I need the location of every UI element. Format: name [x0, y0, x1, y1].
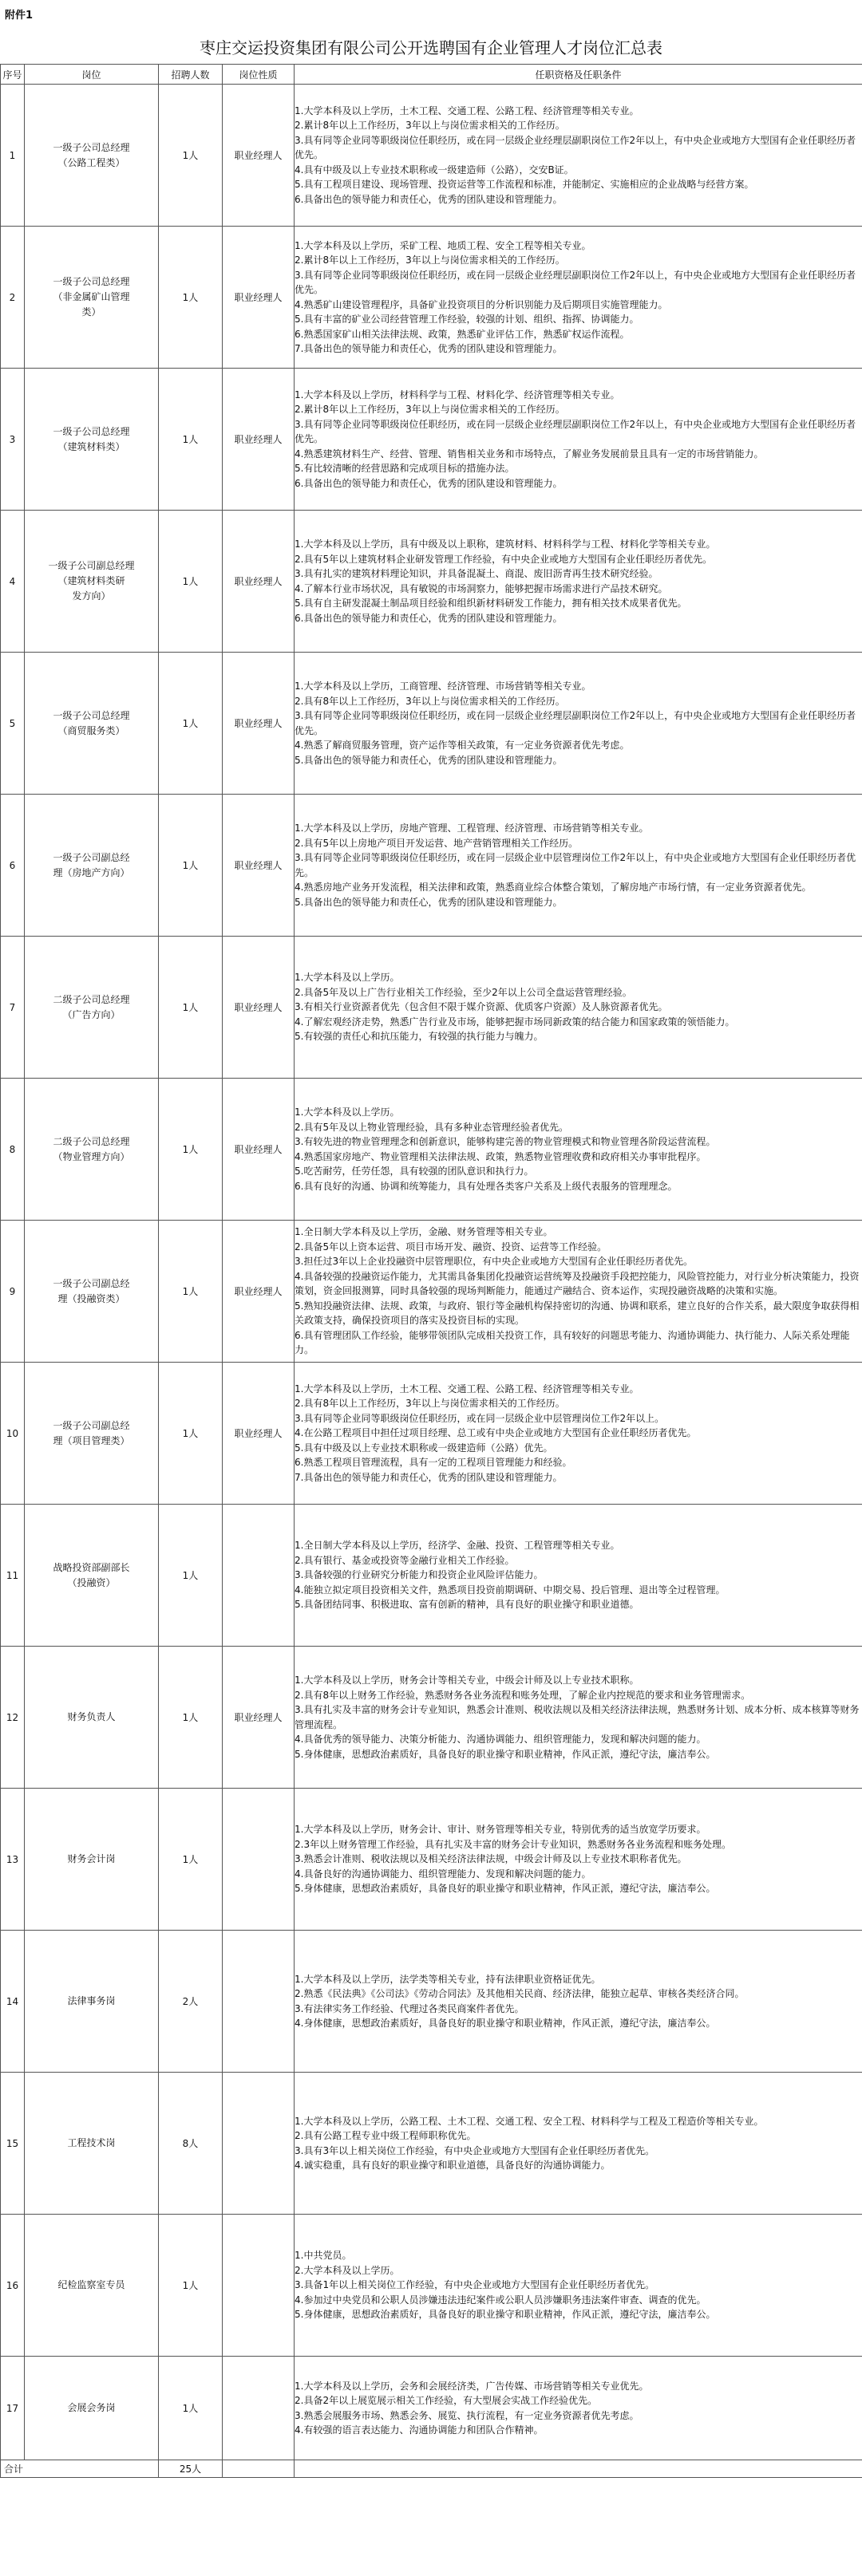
- table-row: [1, 653, 862, 795]
- requirement-item: 5.具有工程项目建设、现场管理、投资运营等工作流程和标准，并能制定、实施相应的企业战略与经营方案。: [295, 179, 754, 191]
- requirement-item: 1.全日制大学本科及以上学历，经济学、金融、投资、工程管理等相关专业。: [295, 1540, 620, 1552]
- position-name: [25, 85, 159, 227]
- hire-count: 1人: [159, 653, 223, 795]
- requirements-cell: [295, 1079, 862, 1221]
- requirements-cell: [295, 1505, 862, 1647]
- requirement-item: 1.大学本科及以上学历，财务会计、审计、财务管理等相关专业，特别优秀的适当放宽学历要求。: [295, 1824, 706, 1836]
- requirement-item: 3.熟悉会计准则、税收法规以及相关经济法律法规，中级会计师及以上专业技术职称者优先。: [295, 1853, 687, 1865]
- total-row: [1, 2460, 862, 2478]
- requirement-item: 1.大学本科及以上学历，法学类等相关专业，持有法律职业资格证优先。: [295, 1973, 601, 1985]
- requirement-item: 1.大学本科及以上学历，材料科学与工程、材料化学、经济管理等相关专业。: [295, 389, 620, 400]
- table-row: [1, 1647, 862, 1789]
- table-row: [1, 1079, 862, 1221]
- table-header-row: [1, 65, 862, 85]
- hire-count: 1人: [159, 2357, 223, 2460]
- requirement-item: 3.具有扎实及丰富的财务会计专业知识，熟悉会计准则、税收法规以及相关经济法律法规，熟悉财务计划、成本分析、成本核算等财务管理流程。: [295, 1704, 860, 1730]
- position-name-line: 一级子公司总经理: [53, 276, 130, 287]
- hire-count: 1人: [159, 1505, 223, 1647]
- position-name-line: 理（投融资类）: [57, 1292, 125, 1304]
- requirement-item: 3.有相关行业资源者优先（包含但不限于媒介资源、优质客户资源）及人脉资源者优先。: [295, 1001, 668, 1013]
- position-name: [25, 2357, 159, 2460]
- position-name-line: （公路工程类）: [57, 156, 125, 168]
- position-nature: [223, 2215, 295, 2357]
- position-name-line: 财务会计岗: [67, 1853, 116, 1864]
- requirement-item: 5.熟知投融资法律、法规、政策，与政府、银行等金融机构保持密切的沟通、协调和联系，建立良好的合作关系，最大限度争取获得相关政策支持，确保投资项目的落实及投资目标的实现。: [295, 1300, 860, 1327]
- requirements-cell: [295, 937, 862, 1079]
- requirement-item: 3.具备1年以上相关岗位工作经验，有中央企业或地方大型国有企业任职经历者优先。: [295, 2279, 655, 2291]
- requirement-item: 4.具备良好的沟通协调能力、组织管理能力、发现和解决问题的能力。: [295, 1868, 591, 1880]
- requirement-item: 4.身体健康，思想政治素质好，具备良好的职业操守和职业精神，作风正派，遵纪守法，廉洁奉公。: [295, 2018, 716, 2029]
- requirement-item: 3.具有同等企业同等职级岗位任职经历，或在同一层级企业中层管理岗位工作2年以上，有中央企业或地方大型国有企业任职经历者优先。: [295, 852, 856, 878]
- requirement-item: 5.身体健康，思想政治素质好，具备良好的职业操守和职业精神，作风正派，遵纪守法，廉洁奉公。: [295, 2309, 716, 2321]
- position-name-line: 一级子公司副总经: [53, 851, 130, 863]
- hire-count: 2人: [159, 1931, 223, 2073]
- requirement-item: 6.具备出色的领导能力和责任心，优秀的团队建设和管理能力。: [295, 193, 563, 205]
- requirements-cell: [295, 1789, 862, 1931]
- row-number: 15: [1, 2073, 25, 2215]
- requirements-cell: [295, 653, 862, 795]
- position-nature: [223, 1505, 295, 1647]
- header-requirements: 任职资格及任职条件: [295, 65, 862, 85]
- requirement-item: 1.大学本科及以上学历，房地产管理、工程管理、经济管理、市场营销等相关专业。: [295, 823, 649, 834]
- requirement-item: 2.具备2年以上展览展示相关工作经验，有大型展会实战工作经验优先。: [295, 2395, 598, 2406]
- position-name-line: 一级子公司总经理: [53, 709, 130, 721]
- row-number: 5: [1, 653, 25, 795]
- requirement-item: 3.熟悉会展服务市场、熟悉会务、展览、执行流程，有一定业务资源者优先考虑。: [295, 2409, 639, 2421]
- position-name-line: 一级子公司总经理: [53, 141, 130, 153]
- requirements-cell: [295, 227, 862, 369]
- header-nature: 岗位性质: [223, 65, 295, 85]
- requirement-item: 4.有较强的语言表达能力、沟通协调能力和团队合作精神。: [295, 2424, 544, 2436]
- requirement-item: 4.参加过中央党员和公职人员涉嫌违法违纪案件或公职人员涉嫌职务违法案件审查、调查的优先。: [295, 2294, 706, 2306]
- requirements-cell: [295, 1647, 862, 1789]
- requirement-item: 2.熟悉《民法典》《公司法》《劳动合同法》及其他相关民商、经济法律，能独立起草、审核各类经济合同。: [295, 1988, 745, 1999]
- position-nature: 职业经理人: [223, 369, 295, 511]
- requirement-item: 4.具备优秀的领导能力、决策分析能力、沟通协调能力、组织管理能力，发现和解决问题的能力。: [295, 1734, 706, 1745]
- position-name-line: 二级子公司总经理: [53, 1135, 130, 1147]
- position-name: [25, 937, 159, 1079]
- header-position: 岗位: [25, 65, 159, 85]
- position-name: [25, 1647, 159, 1789]
- position-nature: [223, 1789, 295, 1931]
- requirement-item: 1.中共党员。: [295, 2250, 352, 2262]
- position-name: [25, 1221, 159, 1363]
- row-number: 8: [1, 1079, 25, 1221]
- row-number: 16: [1, 2215, 25, 2357]
- requirement-item: 5.具备出色的领导能力和责任心，优秀的团队建设和管理能力。: [295, 754, 563, 766]
- requirement-item: 1.大学本科及以上学历，会务和会展经济类，广告传媒、市场营销等相关专业优先。: [295, 2380, 649, 2392]
- position-name-line: 理（房地产方向）: [53, 866, 130, 878]
- row-number: 12: [1, 1647, 25, 1789]
- requirements-cell: [295, 511, 862, 653]
- position-name-line: （投融资）: [67, 1576, 116, 1588]
- requirements-cell: [295, 1221, 862, 1363]
- requirement-item: 4.熟悉国家房地产、物业管理相关法律法规、政策，熟悉物业管理收费和政府相关办事审批程序。: [295, 1150, 706, 1162]
- position-name: [25, 511, 159, 653]
- requirements-cell: [295, 85, 862, 227]
- table-row: [1, 1789, 862, 1931]
- position-nature: 职业经理人: [223, 85, 295, 227]
- table-row: [1, 2215, 862, 2357]
- table-row: [1, 2357, 862, 2460]
- requirement-item: 2.累计8年以上工作经历，3年以上与岗位需求相关的工作经历。: [295, 404, 565, 416]
- hire-count: 1人: [159, 795, 223, 937]
- requirement-item: 3.具有同等企业同等职级岗位任职经历，或在同一层级企业经理层副职岗位工作2年以上，有中央企业或地方大型国有企业任职经历者优先。: [295, 710, 856, 736]
- requirement-item: 3.具有同等企业同等职级岗位任职经历，或在同一层级企业经理层副职岗位工作2年以上，有中央企业或地方大型国有企业任职经历者优先。: [295, 418, 856, 445]
- position-name: [25, 1931, 159, 2073]
- requirement-item: 1.大学本科及以上学历，工商管理、经济管理、市场营销等相关专业。: [295, 680, 591, 692]
- requirement-item: 4.在公路工程项目中担任过项目经理、总工或有中央企业或地方大型国有企业任职经历者优先。: [295, 1427, 697, 1439]
- requirement-item: 4.诚实稳重，具有良好的职业操守和职业道德，具备良好的沟通协调能力。: [295, 2160, 611, 2171]
- requirement-item: 2.具备5年以上资本运营、项目市场开发、融资、投资、运营等工作经验。: [295, 1241, 607, 1252]
- requirement-item: 3.具有同等企业同等职级岗位任职经历，或在同一层级企业中层管理岗位工作2年以上。: [295, 1412, 665, 1424]
- row-number: 2: [1, 227, 25, 369]
- position-name-line: 发方向）: [72, 590, 111, 602]
- requirement-item: 4.熟悉建筑材料生产、经营、管理、销售相关业务和市场特点，了解业务发展前景且具有一定的市场营销能力。: [295, 448, 764, 460]
- requirement-item: 7.具备出色的领导能力和责任心，优秀的团队建设和管理能力。: [295, 343, 563, 354]
- position-name-line: （广告方向）: [62, 1008, 121, 1020]
- requirement-item: 3.具有同等企业同等职级岗位任职经历，或在同一层级企业经理层副职岗位工作2年以上，有中央企业或地方大型国有企业任职经历者优先。: [295, 134, 856, 161]
- requirement-item: 3.有较先进的物业管理理念和创新意识，能够构建完善的物业管理模式和物业管理各阶段运营流程。: [295, 1136, 716, 1147]
- requirements-cell: [295, 2073, 862, 2215]
- row-number: 14: [1, 1931, 25, 2073]
- requirement-item: 5.具有丰富的矿业公司经营管理工作经验，较强的计划、组织、指挥、协调能力。: [295, 314, 639, 325]
- position-nature: 职业经理人: [223, 937, 295, 1079]
- requirement-item: 1.大学本科及以上学历，土木工程、交通工程、公路工程、经济管理等相关专业。: [295, 105, 639, 116]
- requirement-item: 4.了解本行业市场状况，具有敏锐的市场洞察力，能够把握市场需求进行产品技术研究。: [295, 582, 668, 594]
- position-name-line: （商贸服务类）: [57, 724, 125, 736]
- position-nature: [223, 2073, 295, 2215]
- requirement-item: 2.3年以上财务管理工作经验，具有扎实及丰富的财务会计专业知识，熟悉财务各业务流程和账务处理。: [295, 1838, 732, 1850]
- requirements-cell: [295, 1931, 862, 2073]
- row-number: 1: [1, 85, 25, 227]
- table-row: [1, 1931, 862, 2073]
- position-name-line: 纪检监察室专员: [57, 2279, 125, 2290]
- row-number: 10: [1, 1363, 25, 1505]
- position-name: [25, 2215, 159, 2357]
- position-name-line: 一级子公司副总经: [53, 1419, 130, 1431]
- requirement-item: 2.具备5年及以上广告行业相关工作经验，至少2年以上公司全盘运营管理经验。: [295, 986, 632, 998]
- position-nature: [223, 2357, 295, 2460]
- requirement-item: 1.大学本科及以上学历，土木工程、交通工程、公路工程、经济管理等相关专业。: [295, 1383, 639, 1395]
- requirement-item: 1.全日制大学本科及以上学历，金融、财务管理等相关专业。: [295, 1226, 553, 1238]
- position-name-line: 一级子公司副总经理: [48, 560, 135, 571]
- hire-count: 1人: [159, 1363, 223, 1505]
- requirements-cell: [295, 1363, 862, 1505]
- hire-count: 1人: [159, 2215, 223, 2357]
- table-row: [1, 1221, 862, 1363]
- requirement-item: 5.吃苦耐劳，任劳任怨，具有较强的团队意识和执行力。: [295, 1166, 534, 1177]
- position-name-line: 工程技术岗: [67, 2137, 116, 2148]
- position-name: [25, 795, 159, 937]
- row-number: 13: [1, 1789, 25, 1931]
- requirement-item: 2.具有5年以上建筑材料企业研发管理工作经验，有中央企业或地方大型国有企业任职经历者优先。: [295, 553, 713, 565]
- row-number: 3: [1, 369, 25, 511]
- position-name: [25, 1079, 159, 1221]
- requirement-item: 4.熟悉矿山建设管理程序，具备矿业投资项目的分析识别能力及后期项目实施管理能力。: [295, 298, 668, 310]
- hire-count: 1人: [159, 511, 223, 653]
- position-nature: 职业经理人: [223, 653, 295, 795]
- requirement-item: 6.具有管理团队工作经验，能够带领团队完成相关投资工作，具有较好的问题思考能力、沟通协调能力、执行能力、人际关系处理能力。: [295, 1329, 850, 1356]
- row-number: 4: [1, 511, 25, 653]
- total-empty-nature: [223, 2460, 295, 2478]
- requirement-item: 2.具有8年以上财务工作经验，熟悉财务各业务流程和账务处理，了解企业内控规范的要求和业务管理需求。: [295, 1689, 751, 1701]
- position-nature: 职业经理人: [223, 1647, 295, 1789]
- table-row: [1, 369, 862, 511]
- requirement-item: 1.大学本科及以上学历。: [295, 972, 400, 984]
- hire-count: 1人: [159, 85, 223, 227]
- position-name: [25, 2073, 159, 2215]
- table-row: [1, 2073, 862, 2215]
- row-number: 7: [1, 937, 25, 1079]
- table-row: [1, 1363, 862, 1505]
- table-row: [1, 85, 862, 227]
- hire-count: 1人: [159, 1789, 223, 1931]
- requirement-item: 4.能独立拟定项目投资相关文件，熟悉项目投资前期调研、中期交易、投后管理、退出等全过程管理。: [295, 1584, 726, 1596]
- requirement-item: 6.熟悉国家矿山相关法律法规、政策，熟悉矿业评估工作，熟悉矿权运作流程。: [295, 328, 630, 340]
- table-body: [1, 85, 862, 2478]
- requirement-item: 5.有比较清晰的经营思路和完成项目标的措施办法。: [295, 463, 515, 475]
- requirement-item: 6.具备出色的领导能力和责任心，优秀的团队建设和管理能力。: [295, 477, 563, 489]
- total-label: 合计: [1, 2460, 159, 2478]
- row-number: 17: [1, 2357, 25, 2460]
- requirement-item: 3.有法律实务工作经验、代理过各类民商案件者优先。: [295, 2002, 524, 2014]
- requirement-item: 5.有较强的责任心和抗压能力，有较强的执行能力与魄力。: [295, 1031, 544, 1043]
- requirement-item: 2.具有5年及以上物业管理经验，具有多种业态管理经验者优先。: [295, 1121, 569, 1133]
- hire-count: 1人: [159, 1079, 223, 1221]
- requirement-item: 3.具有3年以上相关岗位工作经验，有中央企业或地方大型国有企业任职经历者优先。: [295, 2144, 655, 2156]
- total-count: 25人: [159, 2460, 223, 2478]
- hire-count: 1人: [159, 937, 223, 1079]
- position-name: [25, 227, 159, 369]
- requirement-item: 4.具备较强的投融资运作能力，尤其需具备集团化投融资运营统筹及投融资手段把控能力，风险管控能力，对行业分析决策能力，投资策划，资金回报测算，同时具备较强的现场判断能力，能通过产融结合、资本运作，实现投融资战略的决策和实施。: [295, 1270, 860, 1297]
- table-row: [1, 795, 862, 937]
- total-empty-requirements: [295, 2460, 862, 2478]
- position-name-line: （建筑材料类研: [57, 575, 125, 586]
- hire-count: 8人: [159, 2073, 223, 2215]
- position-name-line: 战略投资部副部长: [53, 1561, 130, 1573]
- position-name-line: 财务负责人: [67, 1711, 116, 1722]
- table-row: [1, 227, 862, 369]
- position-nature: 职业经理人: [223, 795, 295, 937]
- position-nature: 职业经理人: [223, 1221, 295, 1363]
- position-name: [25, 1363, 159, 1505]
- requirement-item: 3.担任过3年以上企业投融资中层管理职位，有中央企业或地方大型国有企业任职经历者优先。: [295, 1256, 694, 1268]
- requirement-item: 3.具备较强的行业研究分析能力和投资企业风险评估能力。: [295, 1569, 544, 1581]
- requirement-item: 4.具有中级及以上专业技术职称或一级建造师（公路），交安B证。: [295, 164, 574, 176]
- requirement-item: 2.具有5年以上房地产项目开发运营、地产营销管理相关工作经历。: [295, 837, 579, 849]
- requirement-item: 5.身体健康，思想政治素质好，具备良好的职业操守和职业精神，作风正派，遵纪守法，廉洁奉公。: [295, 1748, 716, 1760]
- requirement-item: 2.具有银行、基金或投资等金融行业相关工作经验。: [295, 1554, 515, 1566]
- requirement-item: 1.大学本科及以上学历。: [295, 1107, 400, 1118]
- table-row: [1, 1505, 862, 1647]
- document-title: 枣庄交运投资集团有限公司公开选聘国有企业管理人才岗位汇总表: [200, 38, 662, 57]
- position-name-line: 会展会务岗: [67, 2402, 116, 2413]
- requirement-item: 6.熟悉工程项目管理流程，具有一定的工程项目管理能力和经验。: [295, 1457, 572, 1469]
- requirement-item: 2.具有公路工程专业中级工程师职称优先。: [295, 2130, 476, 2141]
- row-number: 9: [1, 1221, 25, 1363]
- row-number: 11: [1, 1505, 25, 1647]
- annex-label: 附件1: [5, 10, 34, 22]
- requirement-item: 1.大学本科及以上学历，财务会计等相关专业，中级会计师及以上专业技术职称。: [295, 1675, 639, 1686]
- requirement-item: 3.具有同等企业同等职级岗位任职经历，或在同一层级企业经理层副职岗位工作2年以上，有中央企业或地方大型国有企业任职经历者优先。: [295, 269, 856, 295]
- requirement-item: 4.了解宏观经济走势，熟悉广告行业及市场，能够把握市场同新政策的结合能力和国家政策的领悟能力。: [295, 1016, 735, 1028]
- requirements-cell: [295, 369, 862, 511]
- hire-count: 1人: [159, 1647, 223, 1789]
- requirement-item: 7.具备出色的领导能力和责任心，优秀的团队建设和管理能力。: [295, 1471, 563, 1483]
- position-name-line: （非金属矿山管理: [53, 291, 130, 302]
- table-row: [1, 937, 862, 1079]
- position-name: [25, 1505, 159, 1647]
- requirement-item: 5.具有自主研发混凝土制品项目经验和组织新材料研发工作能力，拥有相关技术成果者优先。: [295, 598, 687, 609]
- requirement-item: 5.具有中级及以上专业技术职称或一级建造师（公路）优先。: [295, 1442, 553, 1454]
- position-name-line: 法律事务岗: [67, 1995, 116, 2006]
- position-nature: 职业经理人: [223, 511, 295, 653]
- position-name-line: 二级子公司总经理: [53, 993, 130, 1005]
- requirement-item: 5.身体健康，思想政治素质好，具备良好的职业操守和职业精神，作风正派，遵纪守法，廉洁奉公。: [295, 1883, 716, 1895]
- requirement-item: 3.具有扎实的建筑材料理论知识，并具备混凝土、商混、废旧沥青再生技术研究经验。: [295, 568, 658, 579]
- position-nature: 职业经理人: [223, 1363, 295, 1505]
- requirements-cell: [295, 795, 862, 937]
- position-name: [25, 369, 159, 511]
- requirement-item: 1.大学本科及以上学历，采矿工程、地质工程、安全工程等相关专业。: [295, 239, 591, 251]
- requirements-cell: [295, 2357, 862, 2460]
- position-name-line: 类）: [81, 306, 101, 318]
- header-no: 序号: [1, 65, 25, 85]
- requirement-item: 1.大学本科及以上学历，公路工程、土木工程、交通工程、安全工程、材料科学与工程及工程造价等相关专业。: [295, 2115, 764, 2127]
- requirement-item: 1.大学本科及以上学历，具有中级及以上职称，建筑材料、材料科学与工程、材料化学等相关专业。: [295, 538, 716, 550]
- row-number: 6: [1, 795, 25, 937]
- requirement-item: 5.具备出色的领导能力和责任心，优秀的团队建设和管理能力。: [295, 896, 563, 908]
- position-name-line: （建筑材料类）: [57, 440, 125, 452]
- requirement-item: 6.具备出色的领导能力和责任心，优秀的团队建设和管理能力。: [295, 612, 563, 624]
- hire-count: 1人: [159, 369, 223, 511]
- requirement-item: 4.熟悉了解商贸服务管理，资产运作等相关政策，有一定业务资源者优先考虑。: [295, 740, 630, 751]
- position-name: [25, 653, 159, 795]
- position-name: [25, 1789, 159, 1931]
- requirement-item: 2.大学本科及以上学历。: [295, 2264, 400, 2276]
- requirement-item: 2.具有8年以上工作经历，3年以上与岗位需求相关的工作经历。: [295, 695, 565, 707]
- position-name-line: 一级子公司副总经: [53, 1277, 130, 1289]
- position-nature: 职业经理人: [223, 1079, 295, 1221]
- requirement-item: 2.累计8年以上工作经历，3年以上与岗位需求相关的工作经历。: [295, 254, 565, 266]
- position-name-line: 一级子公司总经理: [53, 425, 130, 437]
- header-count: 招聘人数: [159, 65, 223, 85]
- requirement-item: 6.具有良好的沟通、协调和统筹能力，具有处理各类客户关系及上级代表服务的管理理念。: [295, 1180, 678, 1192]
- table-row: [1, 511, 862, 653]
- position-name-line: 理（项目管理类）: [53, 1434, 130, 1446]
- requirement-item: 5.具备团结同事、积极进取、富有创新的精神，具有良好的职业操守和职业道德。: [295, 1599, 639, 1611]
- position-nature: [223, 1931, 295, 2073]
- requirements-cell: [295, 2215, 862, 2357]
- requirement-item: 2.累计8年以上工作经历，3年以上与岗位需求相关的工作经历。: [295, 120, 565, 132]
- position-nature: 职业经理人: [223, 227, 295, 369]
- requirement-item: 2.具有8年以上工作经历，3年以上与岗位需求相关的工作经历。: [295, 1398, 565, 1410]
- positions-table: [0, 64, 862, 2478]
- hire-count: 1人: [159, 227, 223, 369]
- requirement-item: 4.熟悉房地产业务开发流程，相关法律和政策，熟悉商业综合体整合策划，了解房地产市场行情，有一定业务资源者优先。: [295, 882, 812, 893]
- hire-count: 1人: [159, 1221, 223, 1363]
- position-name-line: （物业管理方向）: [53, 1150, 130, 1162]
